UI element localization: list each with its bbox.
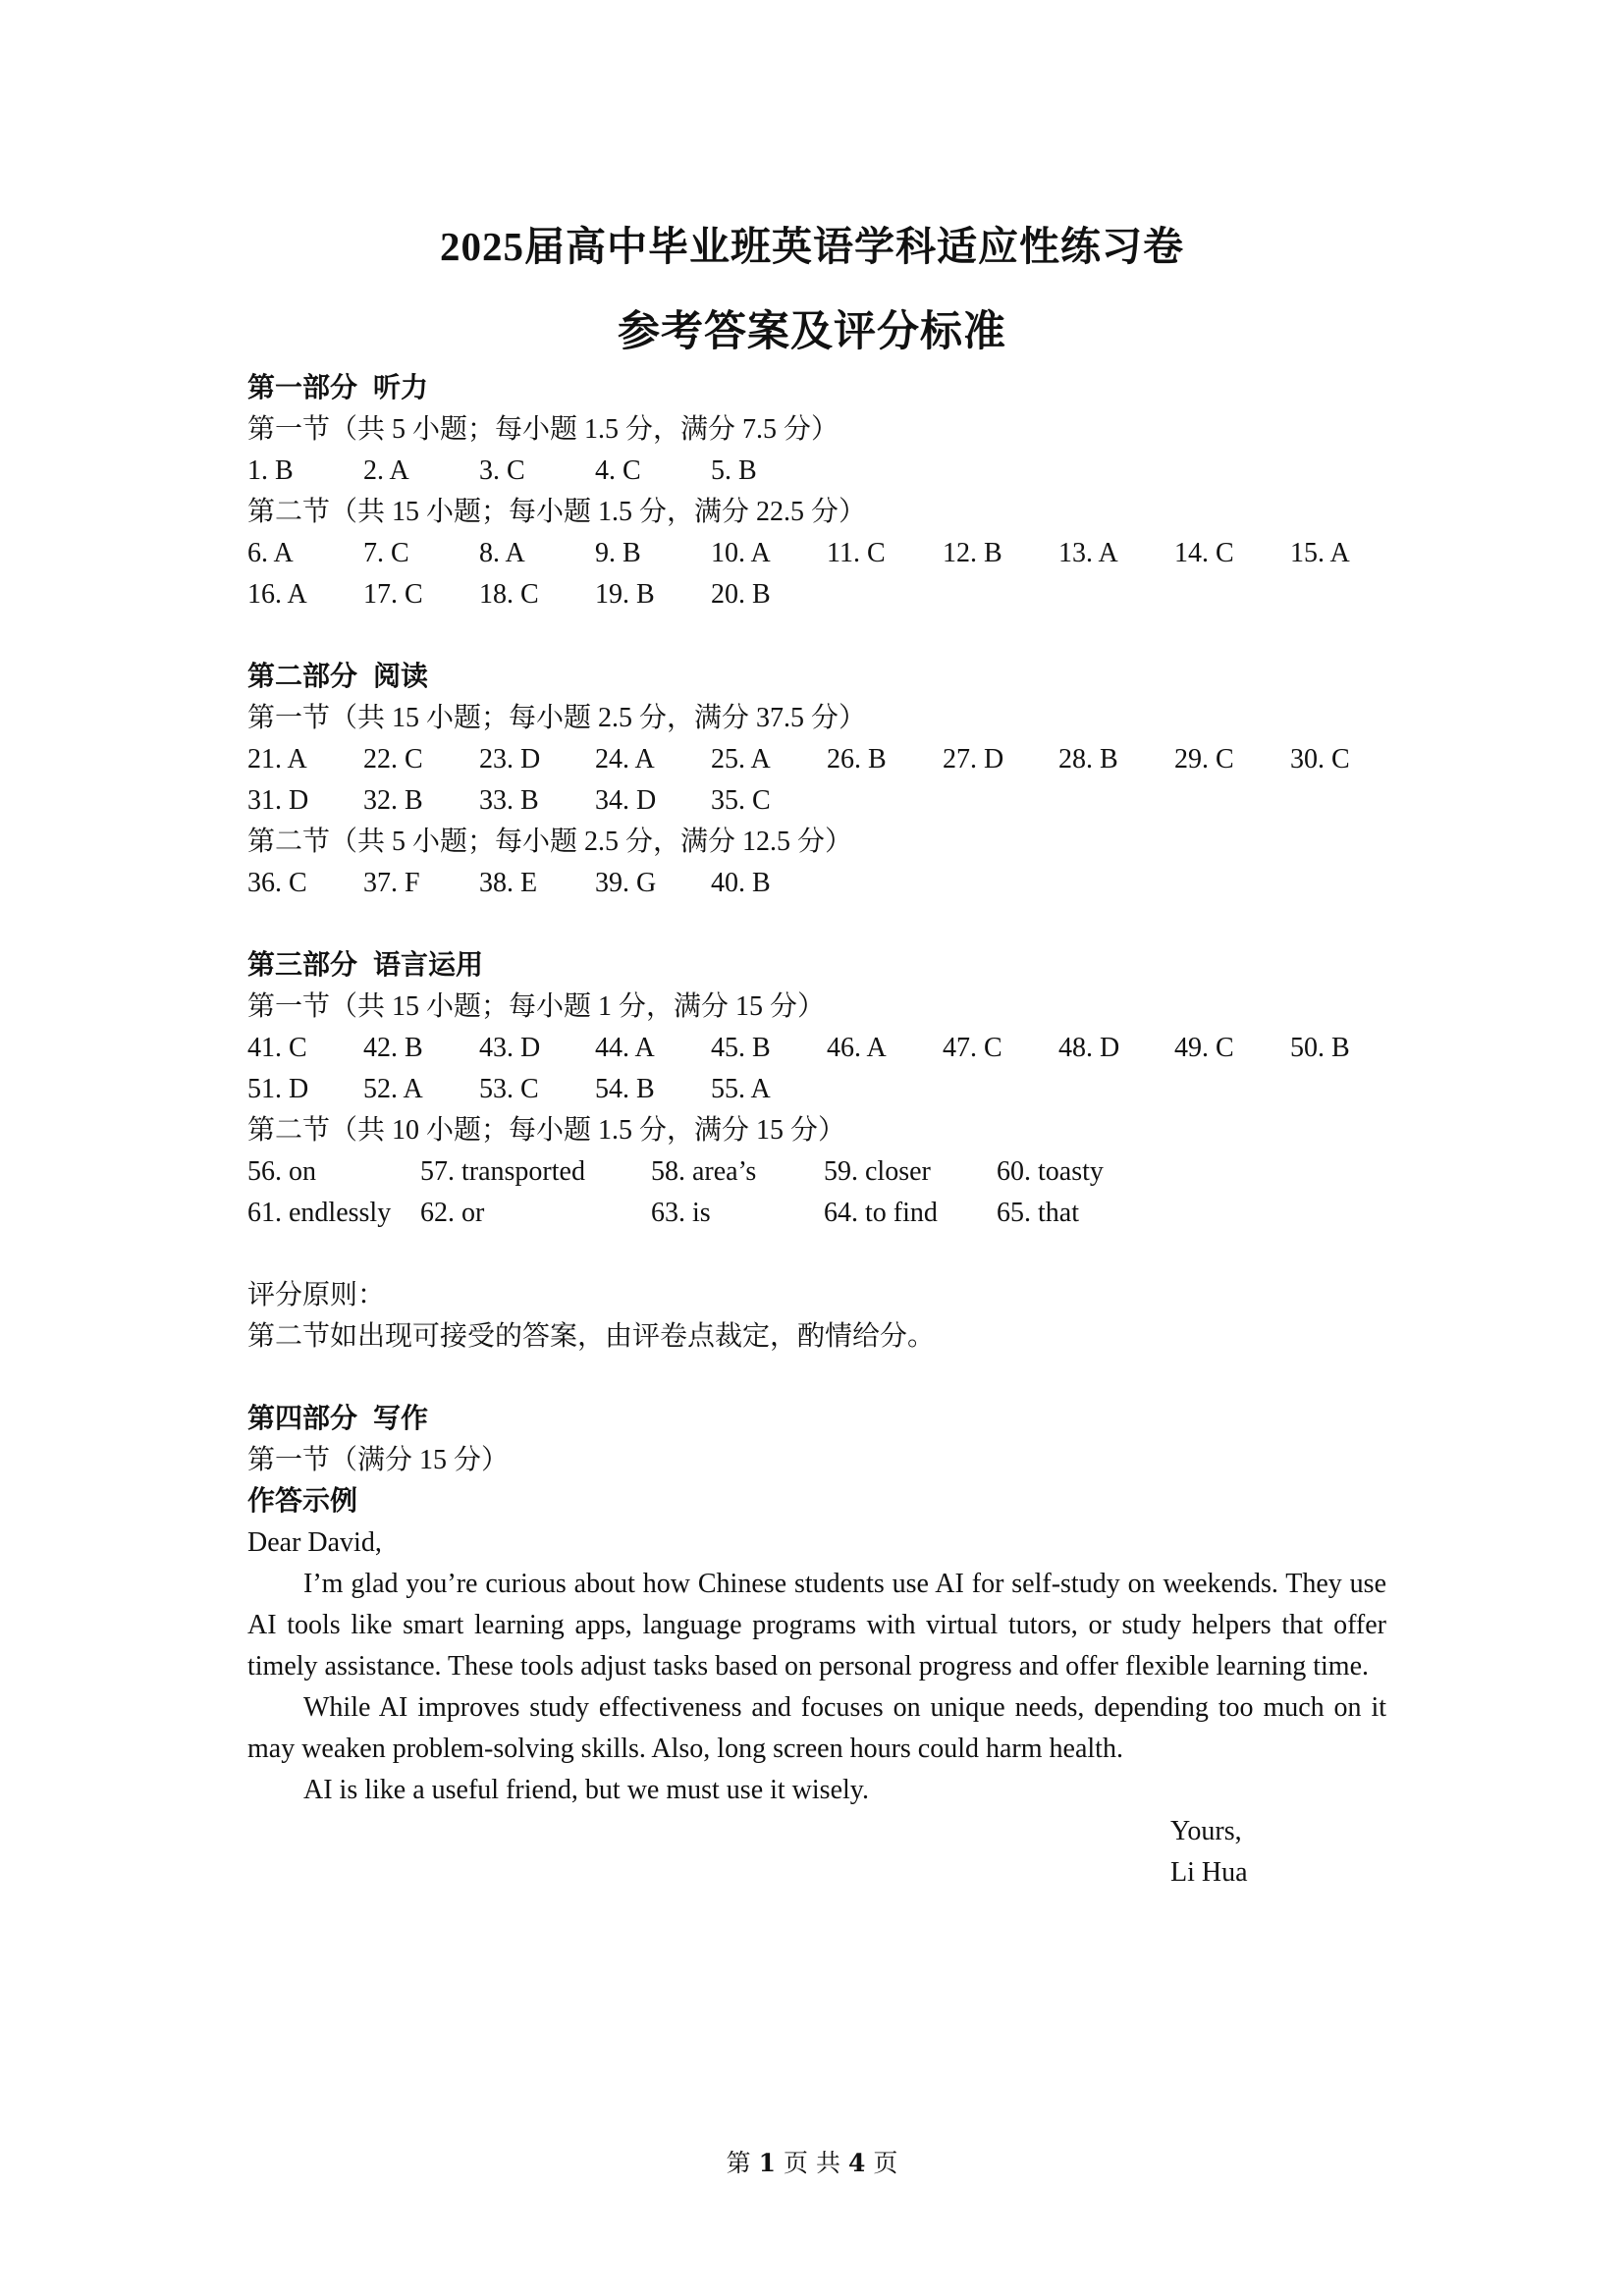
answer-item: 46. A (827, 1033, 887, 1063)
answer-row (247, 739, 1386, 780)
answer-item: 41. C (247, 1033, 307, 1063)
document-title: 2025届高中毕业班英语学科适应性练习卷 (440, 224, 1184, 269)
part2-section1-answers (247, 739, 1386, 822)
answer-item: 23. D (479, 744, 541, 774)
document-body (247, 368, 1386, 1894)
part2-section1-heading: 第一节（共 15 小题；每小题 2.5 分，满分 37.5 分） (247, 703, 867, 733)
scoring-principle-heading: 评分原则： (247, 1280, 386, 1310)
part1-section1-heading: 第一节（共 5 小题；每小题 1.5 分，满分 7.5 分） (247, 414, 839, 445)
part1-section2-heading: 第二节（共 15 小题；每小题 1.5 分，满分 22.5 分） (247, 497, 867, 527)
total-pages: 4 (847, 2149, 866, 2177)
answer-item: 63. is (651, 1198, 711, 1228)
answer-item: 58. area’s (651, 1156, 757, 1187)
part3-section2-heading: 第二节（共 10 小题；每小题 1.5 分，满分 15 分） (247, 1115, 846, 1146)
answer-item: 4. C (595, 455, 641, 486)
answer-item: 5. B (711, 455, 757, 486)
answer-item: 2. A (363, 455, 409, 486)
answer-item: 28. B (1058, 744, 1118, 774)
answer-row (247, 780, 1386, 822)
answer-item: 3. C (479, 455, 525, 486)
answer-item: 8. A (479, 538, 525, 568)
part4-heading: 第四部分 写作 (247, 1404, 429, 1434)
answer-item: 45. B (711, 1033, 771, 1063)
part1-section2-answers (247, 533, 1386, 615)
answer-item: 43. D (479, 1033, 541, 1063)
current-page-number: 1 (758, 2149, 777, 2177)
answer-item: 42. B (363, 1033, 423, 1063)
answer-item: 53. C (479, 1074, 539, 1104)
scoring-principle-text: 第二节如出现可接受的答案，由评卷点裁定，酌情给分。 (247, 1321, 936, 1352)
answer-item: 30. C (1290, 744, 1350, 774)
answer-item: 54. B (595, 1074, 655, 1104)
answer-item: 7. C (363, 538, 409, 568)
letter-paragraph: AI is like a useful friend, but we must use it wisely. (303, 1775, 869, 1805)
answer-item: 21. A (247, 744, 307, 774)
answer-item: 62. or (420, 1198, 485, 1228)
part3-section1-answers (247, 1028, 1386, 1110)
answer-row (247, 533, 1386, 574)
page-footer: 第 1 页 共 4 页 (726, 2149, 898, 2177)
answer-item: 59. closer (824, 1156, 931, 1187)
document-subtitle: 参考答案及评分标准 (618, 309, 1006, 355)
part3-section2-answers (247, 1151, 1386, 1234)
answer-row (247, 1028, 1386, 1069)
answer-item: 1. B (247, 455, 294, 486)
part2-section2-answers (247, 863, 1386, 904)
answer-item: 26. B (827, 744, 887, 774)
answer-item: 34. D (595, 785, 657, 816)
answer-item: 17. C (363, 579, 423, 610)
letter-closing: Yours, (1170, 1816, 1242, 1846)
answer-item: 39. G (595, 868, 657, 898)
answer-item: 11. C (827, 538, 886, 568)
sample-answer-heading: 作答示例 (247, 1486, 358, 1517)
answer-item: 61. endlessly (247, 1198, 392, 1228)
letter-signature: Li Hua (1170, 1857, 1248, 1888)
answer-item: 18. C (479, 579, 539, 610)
answer-item: 9. B (595, 538, 641, 568)
answer-row (247, 574, 1386, 615)
answer-item: 44. A (595, 1033, 655, 1063)
answer-item: 48. D (1058, 1033, 1120, 1063)
answer-item: 12. B (943, 538, 1002, 568)
answer-item: 13. A (1058, 538, 1118, 568)
letter-paragraph: While AI improves study effectiveness and focuses on unique needs, depending too much on it may weaken problem-solving skills. Also, long screen hours could harm health. (247, 1692, 1386, 1764)
answer-item: 16. A (247, 579, 307, 610)
answer-item: 6. A (247, 538, 294, 568)
answer-item: 47. C (943, 1033, 1002, 1063)
answer-item: 55. A (711, 1074, 771, 1104)
answer-item: 56. on (247, 1156, 316, 1187)
answer-item: 14. C (1174, 538, 1234, 568)
answer-row (247, 1069, 1386, 1110)
answer-item: 19. B (595, 579, 655, 610)
letter-paragraph: I’m glad you’re curious about how Chinese students use AI for self-study on weekends. They use AI tools like smart learning apps, language programs with virtual tutors, or study helpers that offer timely assistance. These tools adjust tasks based on personal progress and offer flexible learning time. (247, 1569, 1386, 1682)
answer-item: 29. C (1174, 744, 1234, 774)
part2-heading: 第二部分 阅读 (247, 662, 429, 692)
part3-section1-heading: 第一节（共 15 小题；每小题 1 分，满分 15 分） (247, 991, 826, 1022)
answer-item: 10. A (711, 538, 771, 568)
answer-item: 40. B (711, 868, 771, 898)
answer-item: 49. C (1174, 1033, 1234, 1063)
answer-row (247, 451, 1386, 492)
answer-item: 65. that (997, 1198, 1079, 1228)
answer-row (247, 1193, 1386, 1234)
answer-item: 36. C (247, 868, 307, 898)
part3-heading: 第三部分 语言运用 (247, 950, 484, 981)
answer-item: 51. D (247, 1074, 309, 1104)
answer-item: 15. A (1290, 538, 1350, 568)
answer-row (247, 1151, 1386, 1193)
part4-section1-heading: 第一节（满分 15 分） (247, 1445, 510, 1475)
answer-row (247, 863, 1386, 904)
answer-item: 32. B (363, 785, 423, 816)
answer-item: 20. B (711, 579, 771, 610)
answer-item: 22. C (363, 744, 423, 774)
answer-item: 60. toasty (997, 1156, 1104, 1187)
answer-item: 64. to find (824, 1198, 938, 1228)
answer-item: 37. F (363, 868, 420, 898)
answer-item: 35. C (711, 785, 771, 816)
answer-item: 25. A (711, 744, 771, 774)
letter-salutation: Dear David, (247, 1527, 382, 1558)
answer-item: 52. A (363, 1074, 423, 1104)
answer-item: 31. D (247, 785, 309, 816)
answer-item: 27. D (943, 744, 1004, 774)
part1-section1-answers (247, 451, 1386, 492)
part2-section2-heading: 第二节（共 5 小题；每小题 2.5 分，满分 12.5 分） (247, 827, 853, 857)
part1-heading: 第一部分 听力 (247, 373, 429, 403)
answer-item: 50. B (1290, 1033, 1350, 1063)
answer-item: 38. E (479, 868, 538, 898)
answer-item: 33. B (479, 785, 539, 816)
answer-item: 57. transported (420, 1156, 585, 1187)
answer-item: 24. A (595, 744, 655, 774)
